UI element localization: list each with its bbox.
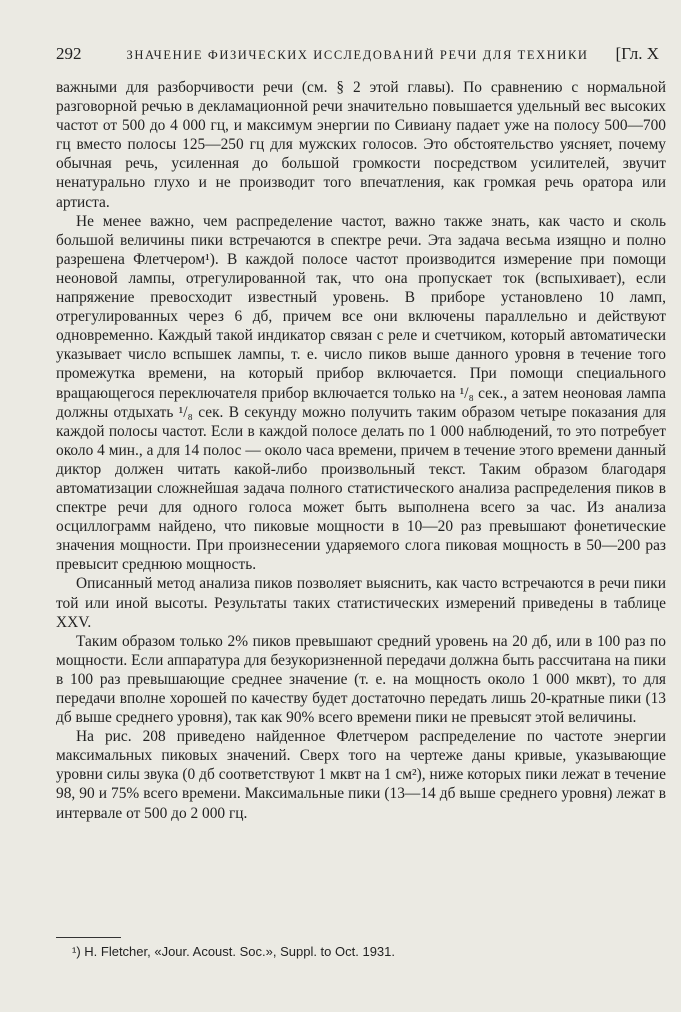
page-number: 292 [56,44,82,63]
paragraph-5: На рис. 208 приведено найденное Флетчером распределение по частоте энергии максимальных пиковых значений. Сверх того на чертеже даны кривые, указывающие уровни силы звука (0 дб соответствуют 1 мквт на 1 см²), ниже которых пики лежат в течение 98, 90 и 75% всего времени. Максимальные пики (13—14 дб выше среднего уровня) лежат в интервале от 500 до 2 000 гц. [56,728,666,822]
paragraph-4: Таким образом только 2% пиков превышают средний уровень на 20 дб, или в 100 раз по мощности. Если аппаратура для безукоризненной передачи должна быть рассчитана на пики в 100 раз превышающие среднее значение (т. е. на мощность около 1 000 мквт), то для передачи вполне хорошей по качеству будет достаточно передать лишь 20-кратные пики (13 дб выше среднего уровня), так как 90% всего времени пики не превысят этой величины. [56,632,666,727]
page-header [56,44,659,70]
running-title: ЗНАЧЕНИЕ ФИЗИЧЕСКИХ ИССЛЕДОВАНИЙ РЕЧИ ДЛЯ ТЕХНИКИ [126,48,589,62]
paragraph-1: важными для разборчивости речи (см. § 2 этой главы). По сравнению с нормальной разговорной речью в декламационной речи значительно повышается удельный вес высоких частот от 500 до 4 000 гц, и максимум энергии по Сивиану падает уже на полосу 500—700 гц вместо полосы 125—250 гц для мужских голосов. Это обстоятельство уясняет, почему обычная речь, усиленная до большой громкости посредством усилителей, звучит ненатурально глухо и не производит того впечатления, как громкая речь оратора или артиста. [56,79,666,211]
body-text [56,78,666,823]
paragraph-2: Не менее важно, чем распределение частот, важно также знать, как часто и сколь большой величины пики встречаются в спектре речи. Эта задача весьма изящно и полно разрешена Флетчером¹). В каждой полосе частот производится измерение при помощи неоновой лампы, отрегулированной так, что она пропускает ток (вспыхивает), если напряжение превосходит известный уровень. В приборе установлено 10 ламп, отрегулированных через 6 дб, причем все они включены параллельно и действуют одновременно. Каждый такой индикатор связан с реле и счетчиком, который автоматически указывает число вспышек лампы, т. е. число пиков выше данного уровня в течение того промежутка времени, на который прибор включается. При помощи специального вращающегося переключателя прибор включается только на ¹/₈ сек., а затем неоновая лампа должны отдыхать ¹/₈ сек. В секунду можно получить таким образом четыре показания для каждой полосы частот. Если в каждой полосе делать по 1 000 наблюдений, то это потребует около 4 мин., а для 14 полос — около часа времени, причем в течение этого времени данный диктор должен читать какой-либо произвольный текст. Таким образом благодаря автоматизации сложнейшая задача полного статистического анализа распределения пиков в спектре речи для одного голоса может быть выполнена всего за час. Из анализа осциллограмм найдено, что пиковые мощности в 10—20 раз превышают фонетические значения мощности. При произнесении ударяемого слога пиковая мощность в 50—200 раз превысит среднюю мощность. [56,212,666,574]
footnote-rule [56,937,121,938]
footnote: ¹) H. Fletcher, «Jour. Acoust. Soc.», Suppl. to Oct. 1931. [72,944,395,959]
paragraph-3: Описанный метод анализа пиков позволяет выяснить, как часто встречаются в речи пики той или иной высоты. Результаты таких статистических измерений приведены в таблице XXV. [56,575,666,631]
chapter-marker: [Гл. X [615,44,659,63]
